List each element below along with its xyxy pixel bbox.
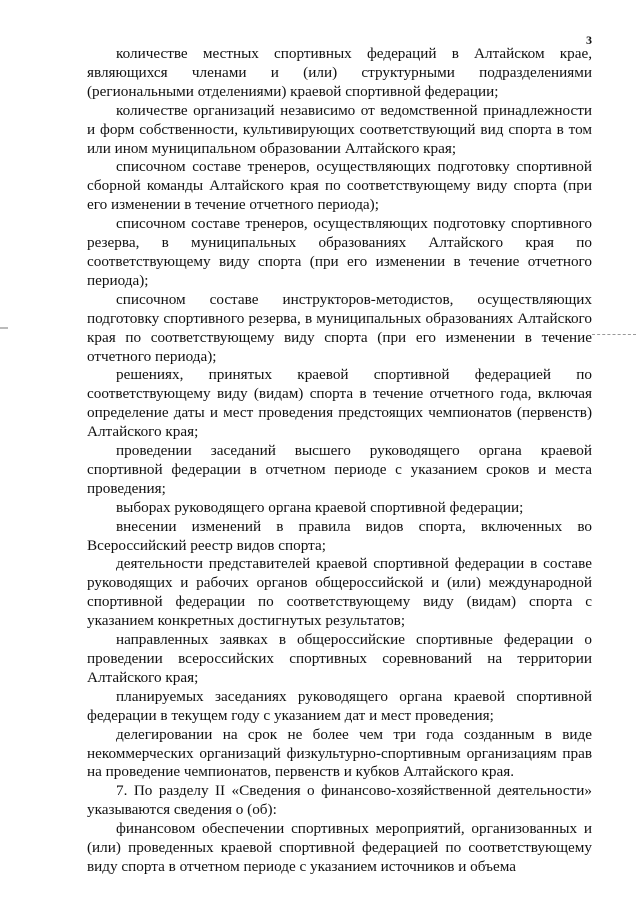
scan-edge-mark xyxy=(0,327,8,329)
paragraph-applications: направленных заявках в общероссийские спортивные федерации о проведении всероссийских спортивных соревнований на территории Алтайского края; xyxy=(87,631,592,686)
paragraph-instructors: списочном составе инструкторов-методистов, осуществляющих подготовку спортивного резерва, в муниципальных образованиях Алтайского края по соответствующему виду спорта (при его изменении в течение отчетного периода); xyxy=(87,290,592,365)
paragraph-meetings-held: проведении заседаний высшего руководящего органа краевой спортивной федерации в отчетном периоде с указанием сроков и места проведения; xyxy=(87,442,592,497)
paragraph-rule-changes: внесении изменений в правила видов спорта, включенных во Всероссийский реестр видов спорта; xyxy=(87,517,592,554)
paragraph-reserve-coaches: списочном составе тренеров, осуществляющих подготовку спортивного резерва, в муниципальных образованиях Алтайского края по соответствующему виду спорта (при его изменении в течение отчетного периода); xyxy=(87,215,592,289)
page-number: 3 xyxy=(586,33,592,47)
paragraph-delegation: делегировании на срок не более чем три года созданным в виде некоммерческих организаций физкультурно-спортивным организациям прав на проведение чемпионатов, первенств и кубков Алтайского края. xyxy=(87,725,592,781)
paragraph-local-federations: количестве местных спортивных федераций в Алтайском крае, являющихся членами и (или) структурными подразделениями (региональными отделениями) краевой спортивной федерации; xyxy=(87,45,592,100)
paragraph-elections: выборах руководящего органа краевой спортивной федерации; xyxy=(116,498,524,516)
paragraph-team-coaches: списочном составе тренеров, осуществляющих подготовку спортивной сборной команды Алтайского края по соответствующему виду спорта (при его изменении в течение отчетного периода); xyxy=(87,158,592,214)
document-body xyxy=(87,45,592,877)
paragraph-organizations-count: количестве организаций независимо от ведомственной принадлежности и форм собственности, культивирующих соответствующий вид спорта в том или ином муниципальном образовании Алтайского края; xyxy=(87,101,592,157)
paragraph-decisions: решениях, принятых краевой спортивной федерацией по соответствующему виду (видам) спорта в течение отчетного года, включая определение даты и мест проведения предстоящих чемпионатов (первенств) Алтайского края; xyxy=(87,366,592,441)
scan-artifact-line xyxy=(592,334,636,335)
paragraph-representatives: деятельности представителей краевой спортивной федерации в составе руководящих и рабочих органов общероссийской и (или) международной спортивной федерации по соответствующему виду (видам) спорта с указанием конкретных достигнутых результатов; xyxy=(87,555,592,630)
paragraph-financial-support: финансовом обеспечении спортивных мероприятий, организованных и (или) проведенных краевой спортивной федерацией по соответствующему виду спорта в отчетном периоде с указанием источников и объема xyxy=(87,820,592,875)
section-heading-financial: 7. По разделу II «Сведения о финансово-хозяйственной деятельности» указываются сведения о (об): xyxy=(87,782,592,819)
paragraph-planned-meetings: планируемых заседаниях руководящего органа краевой спортивной федерации в текущем году с указанием дат и мест проведения; xyxy=(87,687,592,724)
